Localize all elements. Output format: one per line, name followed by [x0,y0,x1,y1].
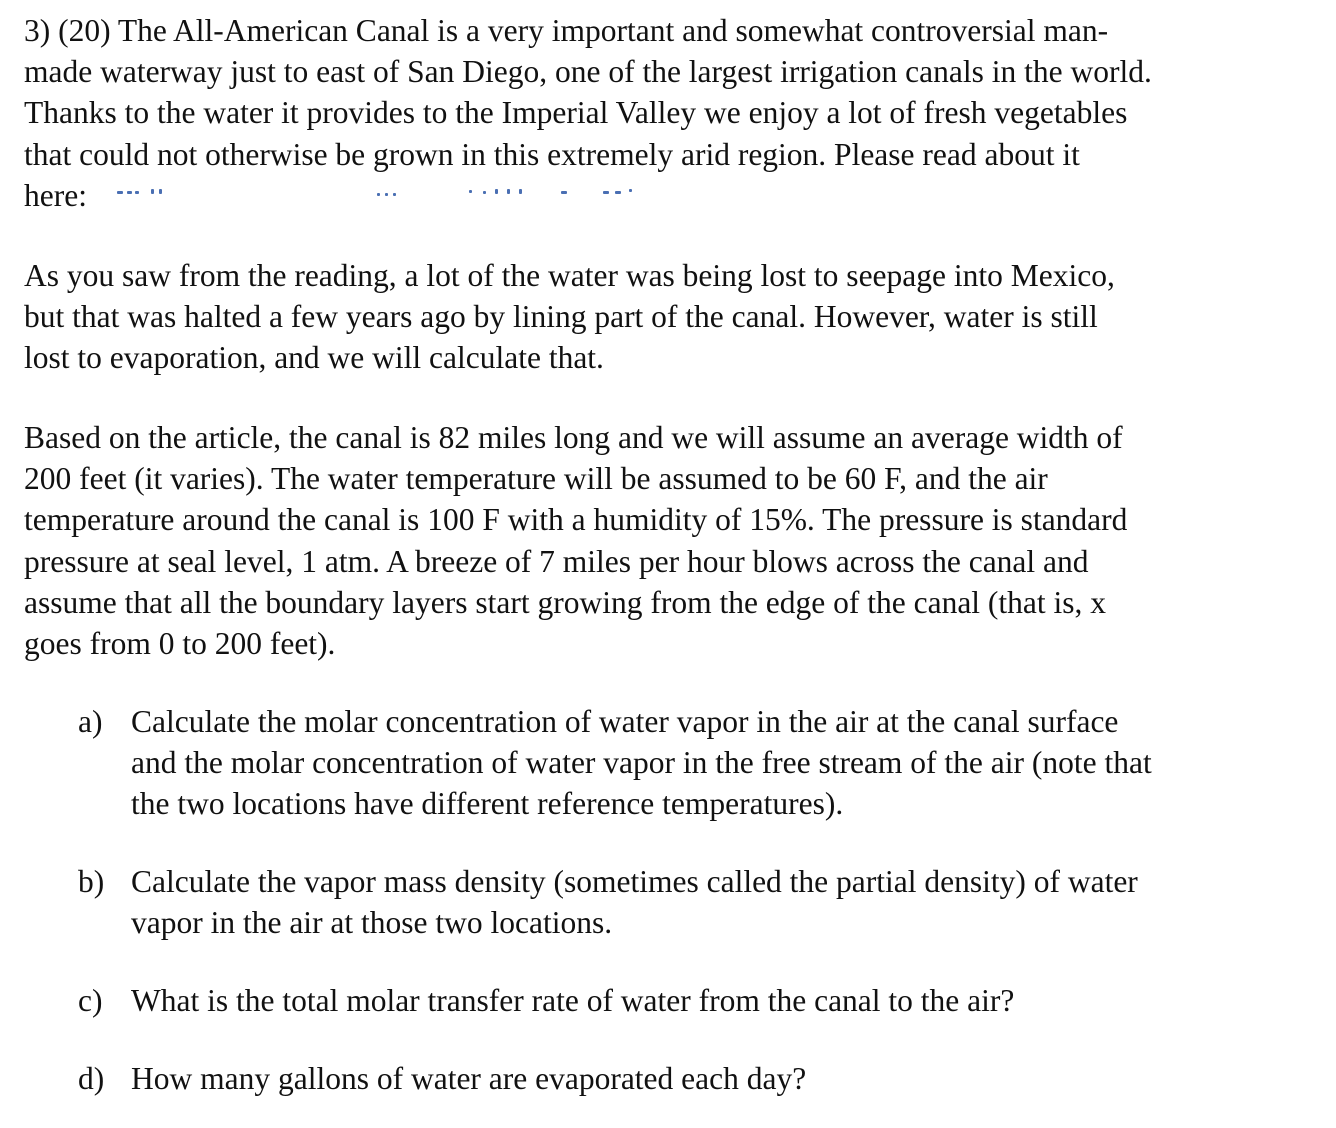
part-line: What is the total molar transfer rate of water from the canal to the air? [131,983,1015,1018]
part-line: Calculate the molar concentration of water vapor in the air at the canal surface [131,704,1119,739]
part-marker: a) [78,704,103,739]
part-text [131,1058,806,1099]
intro-line: Thanks to the water it provides to the Imperial Valley we enjoy a lot of fresh vegetables [24,95,1128,131]
part-text [131,701,1152,825]
paragraph-line: temperature around the canal is 100 F with a humidity of 15%. The pressure is standard [24,502,1128,538]
here-line [24,175,1152,216]
paragraph-line: goes from 0 to 200 feet). [24,626,336,662]
assumptions-paragraph [24,417,1127,664]
cropped-hyperlink[interactable] [109,189,669,209]
intro-line: 3) (20) The All-American Canal is a very important and somewhat controversial man- [24,13,1109,48]
problem-intro [24,10,1152,216]
intro-line: that could not otherwise be grown in this extremely arid region. Please read about it [24,136,1080,172]
part-line: the two locations have different reference temperatures). [131,786,844,822]
part-line: How many gallons of water are evaporated each day? [131,1061,807,1096]
paragraph-line: As you saw from the reading, a lot of the water was being lost to seepage into Mexico, [24,258,1115,293]
part-text [131,980,1014,1021]
paragraph-line: lost to evaporation, and we will calculate that. [24,340,604,376]
part-text [131,861,1138,943]
seepage-paragraph [24,255,1115,379]
part-marker: b) [78,864,105,899]
part-marker: d) [78,1061,105,1096]
part-marker: c) [78,983,103,1018]
part-line: Calculate the vapor mass density (sometimes called the partial density) of water [131,864,1138,899]
part-line: vapor in the air at those two locations. [131,905,613,941]
intro-line: made waterway just to east of San Diego, one of the largest irrigation canals in the world. [24,54,1152,90]
paragraph-line: pressure at seal level, 1 atm. A breeze of 7 miles per hour blows across the canal and [24,543,1089,579]
paragraph-line: assume that all the boundary layers start growing from the edge of the canal (that is, x [24,584,1107,620]
part-line: and the molar concentration of water vapor in the free stream of the air (note that [131,745,1152,781]
paragraph-line: 200 feet (it varies). The water temperature will be assumed to be 60 F, and the air [24,461,1048,497]
paragraph-line: Based on the article, the canal is 82 miles long and we will assume an average width of [24,420,1123,455]
here-label: here: [24,177,87,213]
paragraph-line: but that was halted a few years ago by lining part of the canal. However, water is still [24,299,1098,335]
